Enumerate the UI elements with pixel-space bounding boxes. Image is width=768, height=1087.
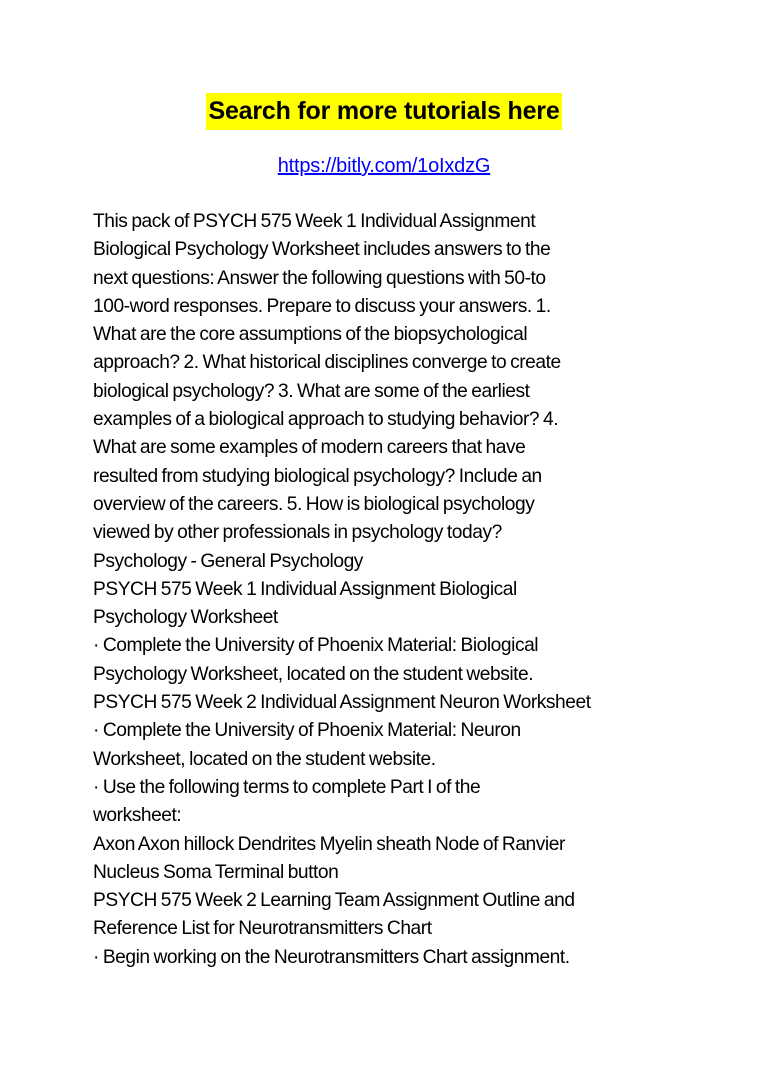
body-line: Psychology - General Psychology xyxy=(93,550,363,572)
body-line: Worksheet, located on the student website. xyxy=(93,748,436,770)
body-line: resulted from studying biological psychology? Include an xyxy=(93,465,542,487)
body-line: biological psychology? 3. What are some of the earliest xyxy=(93,380,530,402)
body-line: next questions: Answer the following questions with 50-to xyxy=(93,267,546,289)
body-line: Psychology Worksheet, located on the student website. xyxy=(93,663,534,685)
body-line: · Complete the University of Phoenix Material: Biological xyxy=(93,635,539,657)
body-line: · Begin working on the Neurotransmitters Chart assignment. xyxy=(93,946,570,968)
body-line: viewed by other professionals in psychology today? xyxy=(93,522,502,544)
body-line: Biological Psychology Worksheet includes answers to the xyxy=(93,239,551,261)
body-line: 100-word responses. Prepare to discuss your answers. 1. xyxy=(93,295,551,317)
body-line: · Complete the University of Phoenix Material: Neuron xyxy=(93,720,521,742)
page-title: Search for more tutorials here xyxy=(206,93,561,130)
tutorial-link[interactable]: https://bitly.com/1oIxdzG xyxy=(277,155,491,177)
body-line: What are some examples of modern careers that have xyxy=(93,437,526,459)
body-line: PSYCH 575 Week 1 Individual Assignment Biological xyxy=(93,578,517,600)
body-line: worksheet: xyxy=(93,805,182,827)
body-line: Nucleus Soma Terminal button xyxy=(93,861,339,883)
body-line: PSYCH 575 Week 2 Individual Assignment Neuron Worksheet xyxy=(93,692,591,714)
title-block xyxy=(0,93,768,130)
body-line: Psychology Worksheet xyxy=(93,607,278,629)
link-line xyxy=(0,151,768,181)
body-line: This pack of PSYCH 575 Week 1 Individual Assignment xyxy=(93,211,536,232)
body-text xyxy=(93,208,693,972)
body-line: approach? 2. What historical disciplines converge to create xyxy=(93,352,561,374)
body-line: Axon Axon hillock Dendrites Myelin sheath Node of Ranvier xyxy=(93,833,565,855)
body-line: · Use the following terms to complete Part I of the xyxy=(93,776,481,798)
body-line: examples of a biological approach to studying behavior? 4. xyxy=(93,409,559,431)
body-line: Reference List for Neurotransmitters Chart xyxy=(93,918,432,940)
body-line: PSYCH 575 Week 2 Learning Team Assignment Outline and xyxy=(93,890,575,912)
body-line: overview of the careers. 5. How is biological psychology xyxy=(93,493,535,515)
body-line: What are the core assumptions of the biopsychological xyxy=(93,324,528,346)
